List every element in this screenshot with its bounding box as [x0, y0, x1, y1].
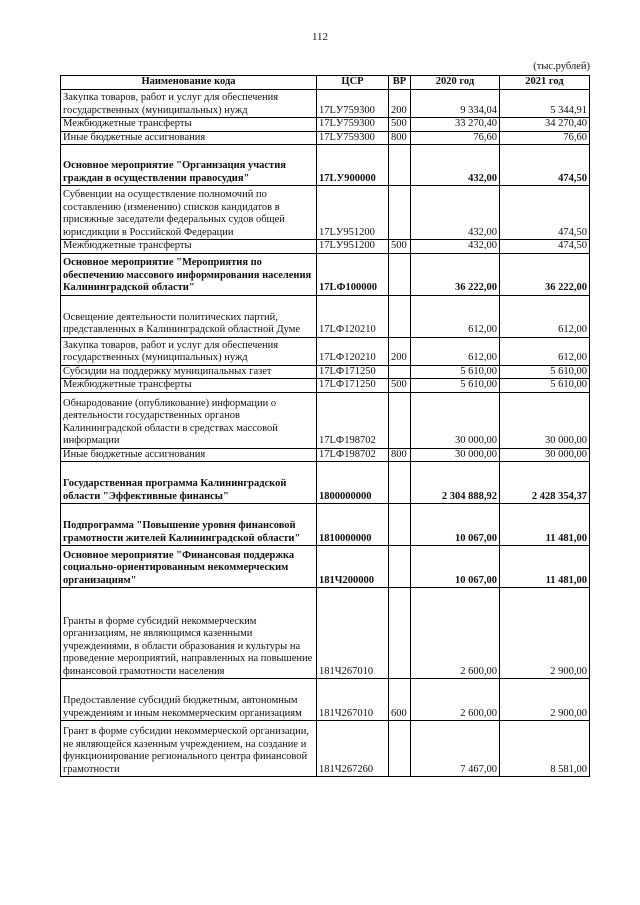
cell-name: Предоставление субсидий бюджетным, автономным учреждениям и иным некоммерческим организациям	[61, 679, 317, 721]
cell-csr: 17LУ951200	[317, 240, 389, 254]
cell-name: Основное мероприятие "Мероприятия по обеспечению массового информирования населения Калининградской области"	[61, 253, 317, 295]
cell-y2020: 5 610,00	[411, 379, 500, 393]
table-row	[61, 186, 590, 240]
cell-y2020: 612,00	[411, 337, 500, 365]
cell-y2021: 76,60	[500, 131, 590, 145]
cell-name: Обнародование (опубликование) информации о деятельности государственных органов Калининградской области в средствах массовой информации	[61, 392, 317, 448]
cell-name: Закупка товаров, работ и услуг для обеспечения государственных (муниципальных) нужд	[61, 337, 317, 365]
table-body	[61, 90, 590, 777]
table-row	[61, 131, 590, 145]
cell-y2021: 5 344,91	[500, 90, 590, 118]
cell-vr: 200	[389, 90, 411, 118]
cell-y2020: 9 334,04	[411, 90, 500, 118]
cell-y2020: 5 610,00	[411, 365, 500, 379]
table-row	[61, 504, 590, 546]
cell-csr: 17LФ198702	[317, 448, 389, 462]
cell-csr: 17LУ759300	[317, 118, 389, 132]
cell-y2020: 2 600,00	[411, 679, 500, 721]
cell-y2021: 612,00	[500, 337, 590, 365]
cell-y2020: 76,60	[411, 131, 500, 145]
cell-name: Гранты в форме субсидий некоммерческим организациям, не являющимся казенными учреждениями, в области образования и культуры на проведение мероприятий, направленных на повышение финансовой грамотности населения	[61, 588, 317, 679]
cell-vr: 800	[389, 448, 411, 462]
header-2021: 2021 год	[500, 76, 590, 90]
cell-y2020: 36 222,00	[411, 253, 500, 295]
cell-y2021: 2 900,00	[500, 679, 590, 721]
cell-vr: 500	[389, 118, 411, 132]
cell-vr	[389, 546, 411, 588]
cell-y2021: 474,50	[500, 145, 590, 186]
cell-name: Освещение деятельности политических партий, представленных в Калининградской областной Думе	[61, 295, 317, 337]
table-row	[61, 365, 590, 379]
cell-y2020: 612,00	[411, 295, 500, 337]
cell-y2021: 30 000,00	[500, 392, 590, 448]
cell-y2021: 474,50	[500, 240, 590, 254]
table-row	[61, 295, 590, 337]
table-row	[61, 118, 590, 132]
cell-csr: 1800000000	[317, 462, 389, 504]
table-row	[61, 392, 590, 448]
cell-y2020: 10 067,00	[411, 546, 500, 588]
page-number: 112	[311, 31, 329, 43]
cell-y2020: 30 000,00	[411, 448, 500, 462]
cell-csr: 17LФ171250	[317, 365, 389, 379]
cell-name: Грант в форме субсидии некоммерческой организации, не являющейся казенным учреждением, на создание и функционирование регионального центра финансовой грамотности	[61, 721, 317, 777]
cell-vr	[389, 253, 411, 295]
cell-y2021: 11 481,00	[500, 504, 590, 546]
cell-vr	[389, 186, 411, 240]
cell-name: Государственная программа Калининградской области "Эффективные финансы"	[61, 462, 317, 504]
cell-csr: 17LУ759300	[317, 131, 389, 145]
cell-vr: 500	[389, 379, 411, 393]
cell-vr	[389, 504, 411, 546]
cell-y2020: 7 467,00	[411, 721, 500, 777]
cell-name: Субсидии на поддержку муниципальных газет	[61, 365, 317, 379]
cell-y2020: 432,00	[411, 145, 500, 186]
cell-y2021: 36 222,00	[500, 253, 590, 295]
cell-csr: 17LФ120210	[317, 295, 389, 337]
table-row	[61, 90, 590, 118]
cell-name: Основное мероприятие "Финансовая поддержка социально-ориентированным некоммерческим организациям"	[61, 546, 317, 588]
cell-vr	[389, 365, 411, 379]
table-row	[61, 240, 590, 254]
table-row	[61, 145, 590, 186]
cell-y2020: 10 067,00	[411, 504, 500, 546]
header-name: Наименование кода	[61, 76, 317, 90]
cell-y2020: 30 000,00	[411, 392, 500, 448]
cell-name: Межбюджетные трансферты	[61, 118, 317, 132]
cell-y2021: 34 270,40	[500, 118, 590, 132]
cell-csr: 181Ч267010	[317, 588, 389, 679]
cell-vr	[389, 295, 411, 337]
cell-csr: 17LУ900000	[317, 145, 389, 186]
cell-csr: 17LФ100000	[317, 253, 389, 295]
cell-name: Иные бюджетные ассигнования	[61, 448, 317, 462]
table-row	[61, 546, 590, 588]
cell-csr: 17LФ171250	[317, 379, 389, 393]
cell-vr	[389, 588, 411, 679]
cell-y2020: 2 600,00	[411, 588, 500, 679]
cell-y2021: 30 000,00	[500, 448, 590, 462]
cell-csr: 17LУ951200	[317, 186, 389, 240]
cell-name: Межбюджетные трансферты	[61, 240, 317, 254]
cell-vr: 500	[389, 240, 411, 254]
cell-name: Иные бюджетные ассигнования	[61, 131, 317, 145]
cell-y2020: 2 304 888,92	[411, 462, 500, 504]
budget-table	[60, 75, 590, 777]
cell-vr	[389, 462, 411, 504]
cell-y2021: 612,00	[500, 295, 590, 337]
cell-csr: 17LФ198702	[317, 392, 389, 448]
cell-y2020: 432,00	[411, 186, 500, 240]
cell-vr	[389, 145, 411, 186]
cell-csr: 181Ч200000	[317, 546, 389, 588]
cell-y2021: 11 481,00	[500, 546, 590, 588]
cell-name: Субвенции на осуществление полномочий по составлению (изменению) списков кандидатов в присяжные заседатели федеральных судов общей юрисдикции в Российской Федерации	[61, 186, 317, 240]
cell-vr	[389, 392, 411, 448]
cell-csr: 1810000000	[317, 504, 389, 546]
cell-y2021: 8 581,00	[500, 721, 590, 777]
units-label: (тыс.рублей)	[533, 61, 590, 72]
table-row	[61, 337, 590, 365]
cell-csr: 17LФ120210	[317, 337, 389, 365]
cell-vr: 200	[389, 337, 411, 365]
cell-name: Подпрограмма "Повышение уровня финансовой грамотности жителей Калининградской области"	[61, 504, 317, 546]
cell-y2020: 33 270,40	[411, 118, 500, 132]
cell-vr: 600	[389, 679, 411, 721]
cell-csr: 181Ч267260	[317, 721, 389, 777]
header-csr: ЦСР	[317, 76, 389, 90]
cell-name: Основное мероприятие "Организация участия граждан в осуществлении правосудия"	[61, 145, 317, 186]
cell-y2021: 2 900,00	[500, 588, 590, 679]
cell-y2021: 2 428 354,37	[500, 462, 590, 504]
cell-name: Межбюджетные трансферты	[61, 379, 317, 393]
cell-vr	[389, 721, 411, 777]
header-vr: ВР	[389, 76, 411, 90]
cell-y2021: 5 610,00	[500, 365, 590, 379]
table-row	[61, 462, 590, 504]
table-header-row	[61, 76, 590, 90]
table-row	[61, 588, 590, 679]
cell-vr: 800	[389, 131, 411, 145]
table-row	[61, 679, 590, 721]
cell-y2021: 474,50	[500, 186, 590, 240]
table-row	[61, 448, 590, 462]
cell-y2020: 432,00	[411, 240, 500, 254]
cell-csr: 181Ч267010	[317, 679, 389, 721]
cell-y2021: 5 610,00	[500, 379, 590, 393]
table-row	[61, 253, 590, 295]
table-row	[61, 379, 590, 393]
cell-name: Закупка товаров, работ и услуг для обеспечения государственных (муниципальных) нужд	[61, 90, 317, 118]
header-2020: 2020 год	[411, 76, 500, 90]
cell-csr: 17LУ759300	[317, 90, 389, 118]
table-row	[61, 721, 590, 777]
